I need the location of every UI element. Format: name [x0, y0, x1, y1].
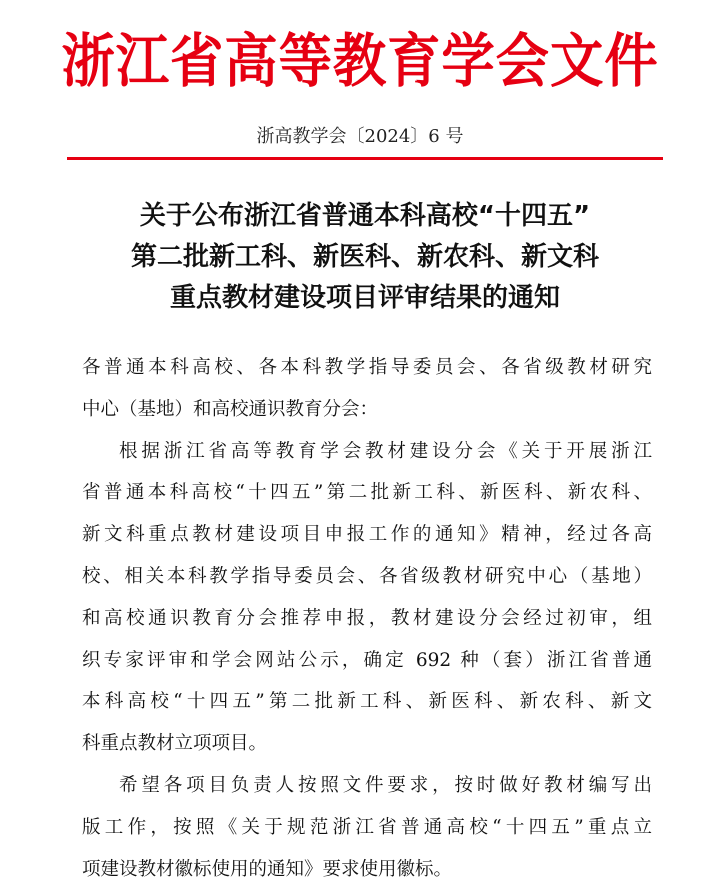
paragraph-line: 版工作，按照《关于规范浙江省普通高校“十四五”重点立: [82, 816, 652, 838]
salutation-line: 中心（基地）和高校通识教育分会：: [82, 398, 379, 420]
salutation-line: 各普通本科高校、各本科教学指导委员会、各省级教材研究: [82, 357, 652, 378]
title-line: 重点教材建设项目评审结果的通知: [169, 283, 560, 313]
paragraph-line: 本科高校“十四五”第二批新工科、新医科、新农科、新文: [82, 691, 652, 713]
paragraph-basis: [82, 431, 652, 765]
notice-title: [60, 196, 670, 319]
paragraph-line: 根据浙江省高等教育学会教材建设分会《关于开展浙江: [119, 440, 652, 462]
paragraph-line: 省普通本科高校“十四五”第二批新工科、新医科、新农科、: [82, 482, 652, 504]
paragraph-line: 新文科重点教材建设项目申报工作的通知》精神，经过各高: [82, 524, 652, 546]
paragraph-requirements: [82, 765, 652, 890]
paragraph-line: 和高校通识教育分会推荐申报，教材建设分会经过初审，组: [82, 607, 652, 629]
masthead-title: 浙江省高等教育学会文件: [61, 27, 659, 95]
paragraph-line: 校、相关本科教学指导委员会、各省级教材研究中心（基地）: [82, 565, 652, 587]
paragraph-line: 科重点教材立项项目。: [82, 733, 268, 755]
title-line: 关于公布浙江省普通本科高校“十四五”: [139, 201, 591, 231]
document-body: [82, 347, 652, 890]
paragraph-line: 项建设教材徽标使用的通知》要求使用徽标。: [82, 858, 453, 880]
red-divider-line: [67, 157, 663, 160]
paragraph-line: 织专家评审和学会网站公示，确定 692 种（套）浙江省普通: [82, 649, 652, 671]
salutation: [82, 347, 652, 431]
document-number: 浙高教学会〔2024〕6 号: [256, 126, 464, 147]
title-line: 第二批新工科、新医科、新农科、新文科: [130, 242, 599, 272]
paragraph-line: 希望各项目负责人按照文件要求，按时做好教材编写出: [119, 774, 652, 796]
